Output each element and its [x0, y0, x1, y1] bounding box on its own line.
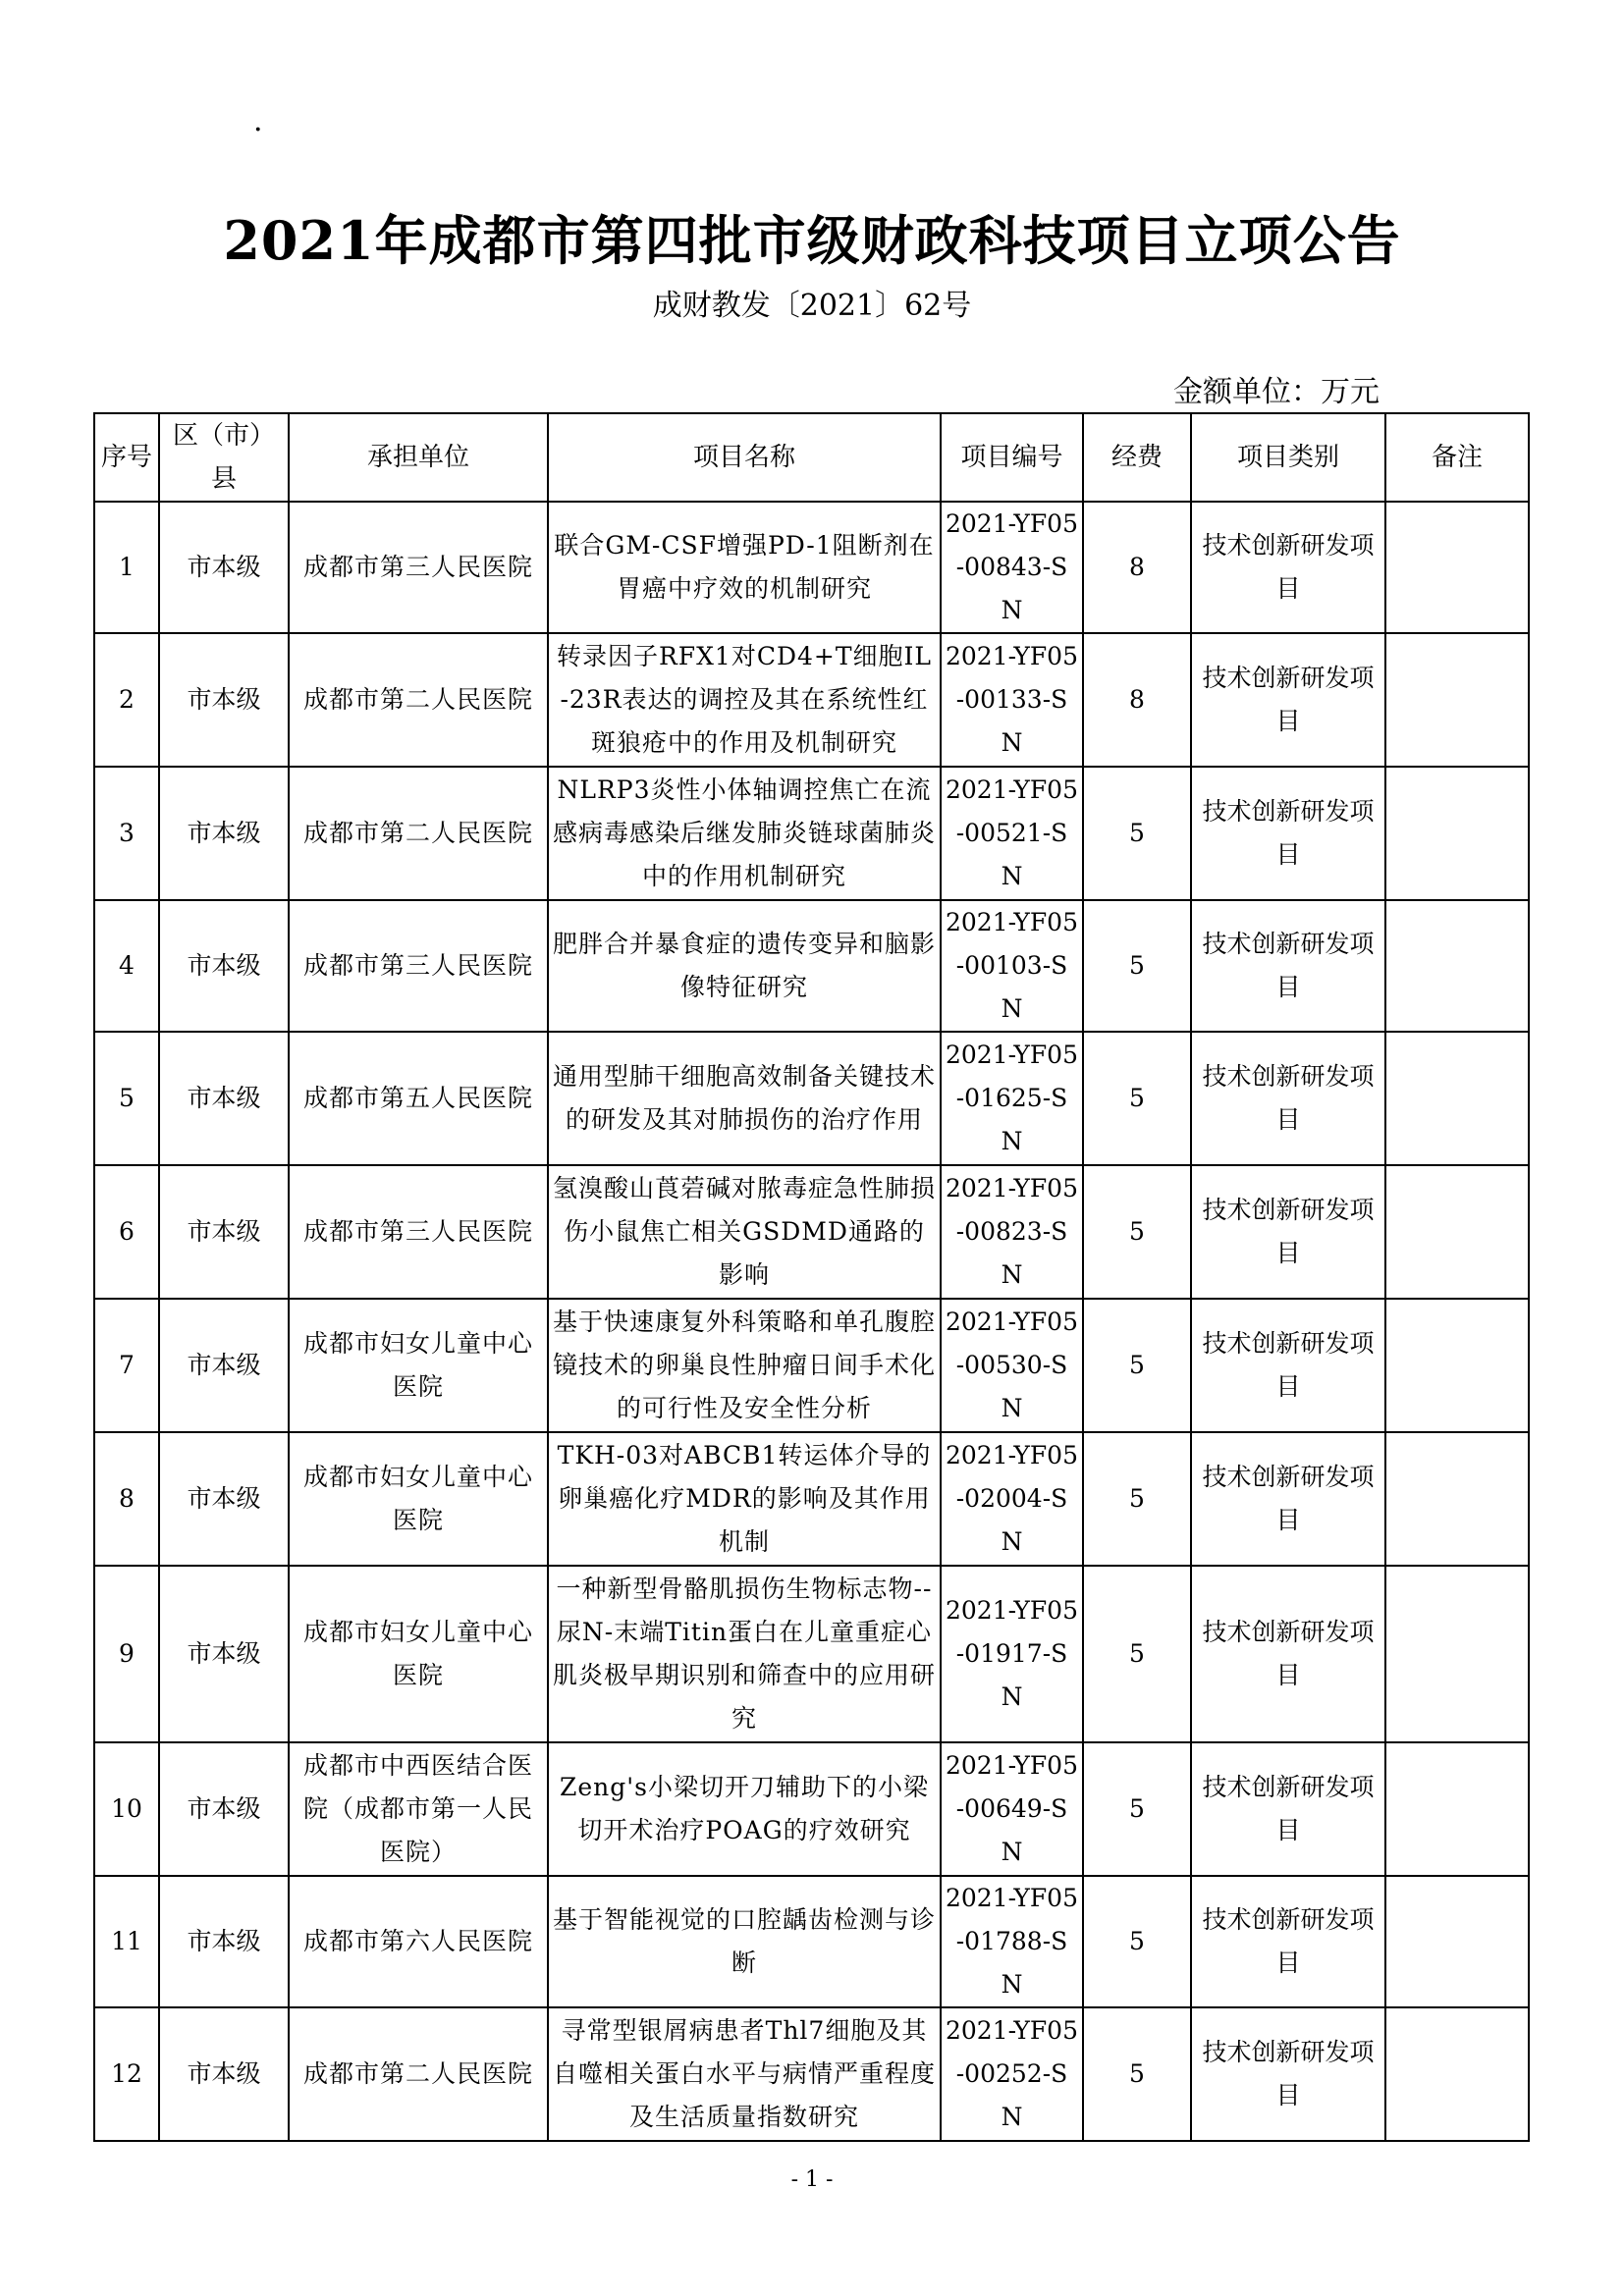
- amount-unit-note: 金额单位：万元: [1173, 375, 1380, 409]
- column-header: 备注: [1385, 413, 1529, 502]
- cell-remark: [1385, 1742, 1529, 1876]
- cell-category: 技术创新研发项目: [1191, 1032, 1385, 1165]
- table-row: [94, 767, 1529, 900]
- cell-number: 11: [94, 1876, 159, 2007]
- table-row: [94, 1165, 1529, 1299]
- column-header: 经费: [1083, 413, 1191, 502]
- cell-project-name: 一种新型骨骼肌损伤生物标志物--尿N-末端Titin蛋白在儿童重症心肌炎极早期识别和筛查中的应用研究: [548, 1566, 941, 1742]
- cell-remark: [1385, 2007, 1529, 2141]
- cell-district: 市本级: [159, 1032, 289, 1165]
- cell-remark: [1385, 633, 1529, 767]
- cell-number: 10: [94, 1742, 159, 1876]
- cell-fund: 5: [1083, 1742, 1191, 1876]
- cell-fund: 5: [1083, 1032, 1191, 1165]
- column-header: 序号: [94, 413, 159, 502]
- cell-project-code: 2021-YF05-01788-SN: [941, 1876, 1083, 2007]
- cell-unit: 成都市第二人民医院: [289, 633, 548, 767]
- cell-unit: 成都市第五人民医院: [289, 1032, 548, 1165]
- cell-fund: 8: [1083, 502, 1191, 633]
- cell-unit: 成都市第三人民医院: [289, 900, 548, 1032]
- cell-fund: 5: [1083, 1432, 1191, 1566]
- cell-district: 市本级: [159, 502, 289, 633]
- cell-project-name: 寻常型银屑病患者Thl7细胞及其自噬相关蛋白水平与病情严重程度及生活质量指数研究: [548, 2007, 941, 2141]
- table-header-row: [94, 413, 1529, 502]
- cell-project-name: Zeng's小梁切开刀辅助下的小梁切开术治疗POAG的疗效研究: [548, 1742, 941, 1876]
- cell-project-name: 肥胖合并暴食症的遗传变异和脑影像特征研究: [548, 900, 941, 1032]
- cell-number: 3: [94, 767, 159, 900]
- cell-category: 技术创新研发项目: [1191, 1299, 1385, 1432]
- cell-project-code: 2021-YF05-00649-SN: [941, 1742, 1083, 1876]
- cell-category: 技术创新研发项目: [1191, 502, 1385, 633]
- project-table: [93, 412, 1530, 2142]
- cell-number: 1: [94, 502, 159, 633]
- cell-project-code: 2021-YF05-00252-SN: [941, 2007, 1083, 2141]
- cell-number: 6: [94, 1165, 159, 1299]
- table-row: [94, 633, 1529, 767]
- cell-fund: 8: [1083, 633, 1191, 767]
- cell-district: 市本级: [159, 1432, 289, 1566]
- cell-project-name: 基于快速康复外科策略和单孔腹腔镜技术的卵巢良性肿瘤日间手术化的可行性及安全性分析: [548, 1299, 941, 1432]
- cell-unit: 成都市第六人民医院: [289, 1876, 548, 2007]
- cell-number: 2: [94, 633, 159, 767]
- cell-remark: [1385, 502, 1529, 633]
- cell-fund: 5: [1083, 1165, 1191, 1299]
- cell-fund: 5: [1083, 2007, 1191, 2141]
- page-number: - 1 -: [790, 2167, 834, 2192]
- cell-remark: [1385, 1032, 1529, 1165]
- cell-remark: [1385, 900, 1529, 1032]
- table-body: [94, 502, 1529, 2141]
- cell-district: 市本级: [159, 633, 289, 767]
- cell-number: 7: [94, 1299, 159, 1432]
- cell-category: 技术创新研发项目: [1191, 767, 1385, 900]
- column-header: 承担单位: [289, 413, 548, 502]
- cell-district: 市本级: [159, 900, 289, 1032]
- cell-unit: 成都市中西医结合医院（成都市第一人民医院）: [289, 1742, 548, 1876]
- cell-district: 市本级: [159, 1876, 289, 2007]
- cell-remark: [1385, 1876, 1529, 2007]
- cell-number: 9: [94, 1566, 159, 1742]
- table-row: [94, 2007, 1529, 2141]
- cell-project-name: 氢溴酸山莨菪碱对脓毒症急性肺损伤小鼠焦亡相关GSDMD通路的影响: [548, 1165, 941, 1299]
- cell-unit: 成都市第三人民医院: [289, 502, 548, 633]
- cell-project-name: 转录因子RFX1对CD4+T细胞IL-23R表达的调控及其在系统性红斑狼疮中的作用及机制研究: [548, 633, 941, 767]
- cell-unit: 成都市第二人民医院: [289, 767, 548, 900]
- page-title: 2021年成都市第四批市级财政科技项目立项公告: [223, 209, 1401, 272]
- cell-category: 技术创新研发项目: [1191, 1432, 1385, 1566]
- cell-project-name: 联合GM-CSF增强PD-1阻断剂在胃癌中疗效的机制研究: [548, 502, 941, 633]
- cell-project-name: TKH-03对ABCB1转运体介导的卵巢癌化疗MDR的影响及其作用机制: [548, 1432, 941, 1566]
- cell-district: 市本级: [159, 1165, 289, 1299]
- cell-district: 市本级: [159, 1742, 289, 1876]
- column-header: 区（市）县: [159, 413, 289, 502]
- table-row: [94, 900, 1529, 1032]
- cell-district: 市本级: [159, 2007, 289, 2141]
- table-row: [94, 1742, 1529, 1876]
- cell-number: 4: [94, 900, 159, 1032]
- cell-project-code: 2021-YF05-01625-SN: [941, 1032, 1083, 1165]
- cell-remark: [1385, 1299, 1529, 1432]
- cell-category: 技术创新研发项目: [1191, 633, 1385, 767]
- cell-remark: [1385, 1165, 1529, 1299]
- cell-number: 8: [94, 1432, 159, 1566]
- cell-project-code: 2021-YF05-01917-SN: [941, 1566, 1083, 1742]
- cell-category: 技术创新研发项目: [1191, 1742, 1385, 1876]
- cell-fund: 5: [1083, 1566, 1191, 1742]
- table-row: [94, 1566, 1529, 1742]
- cell-project-name: NLRP3炎性小体轴调控焦亡在流感病毒感染后继发肺炎链球菌肺炎中的作用机制研究: [548, 767, 941, 900]
- cell-project-code: 2021-YF05-00823-SN: [941, 1165, 1083, 1299]
- table-row: [94, 502, 1529, 633]
- cell-number: 5: [94, 1032, 159, 1165]
- cell-remark: [1385, 1432, 1529, 1566]
- cell-category: 技术创新研发项目: [1191, 2007, 1385, 2141]
- column-header: 项目类别: [1191, 413, 1385, 502]
- cell-fund: 5: [1083, 1299, 1191, 1432]
- cell-project-name: 基于智能视觉的口腔龋齿检测与诊断: [548, 1876, 941, 2007]
- cell-project-code: 2021-YF05-00521-SN: [941, 767, 1083, 900]
- column-header: 项目名称: [548, 413, 941, 502]
- cell-project-code: 2021-YF05-00103-SN: [941, 900, 1083, 1032]
- cell-category: 技术创新研发项目: [1191, 1566, 1385, 1742]
- cell-remark: [1385, 767, 1529, 900]
- table-row: [94, 1876, 1529, 2007]
- cell-district: 市本级: [159, 1566, 289, 1742]
- cell-project-code: 2021-YF05-00530-SN: [941, 1299, 1083, 1432]
- cell-fund: 5: [1083, 1876, 1191, 2007]
- cell-project-code: 2021-YF05-00843-SN: [941, 502, 1083, 633]
- cell-district: 市本级: [159, 1299, 289, 1432]
- cell-category: 技术创新研发项目: [1191, 1876, 1385, 2007]
- document-number: 成财教发〔2021〕62号: [652, 289, 972, 323]
- cell-category: 技术创新研发项目: [1191, 1165, 1385, 1299]
- cell-unit: 成都市第三人民医院: [289, 1165, 548, 1299]
- cell-unit: 成都市妇女儿童中心医院: [289, 1299, 548, 1432]
- cell-unit: 成都市妇女儿童中心医院: [289, 1432, 548, 1566]
- cell-unit: 成都市妇女儿童中心医院: [289, 1566, 548, 1742]
- cell-fund: 5: [1083, 767, 1191, 900]
- table-row: [94, 1299, 1529, 1432]
- cell-number: 12: [94, 2007, 159, 2141]
- cell-category: 技术创新研发项目: [1191, 900, 1385, 1032]
- cell-district: 市本级: [159, 767, 289, 900]
- cell-remark: [1385, 1566, 1529, 1742]
- cell-project-code: 2021-YF05-00133-SN: [941, 633, 1083, 767]
- column-header: 项目编号: [941, 413, 1083, 502]
- cell-project-code: 2021-YF05-02004-SN: [941, 1432, 1083, 1566]
- cell-fund: 5: [1083, 900, 1191, 1032]
- table-row: [94, 1432, 1529, 1566]
- cell-unit: 成都市第二人民医院: [289, 2007, 548, 2141]
- table-row: [94, 1032, 1529, 1165]
- cell-project-name: 通用型肺干细胞高效制备关键技术的研发及其对肺损伤的治疗作用: [548, 1032, 941, 1165]
- decorative-dot: ·: [253, 113, 263, 147]
